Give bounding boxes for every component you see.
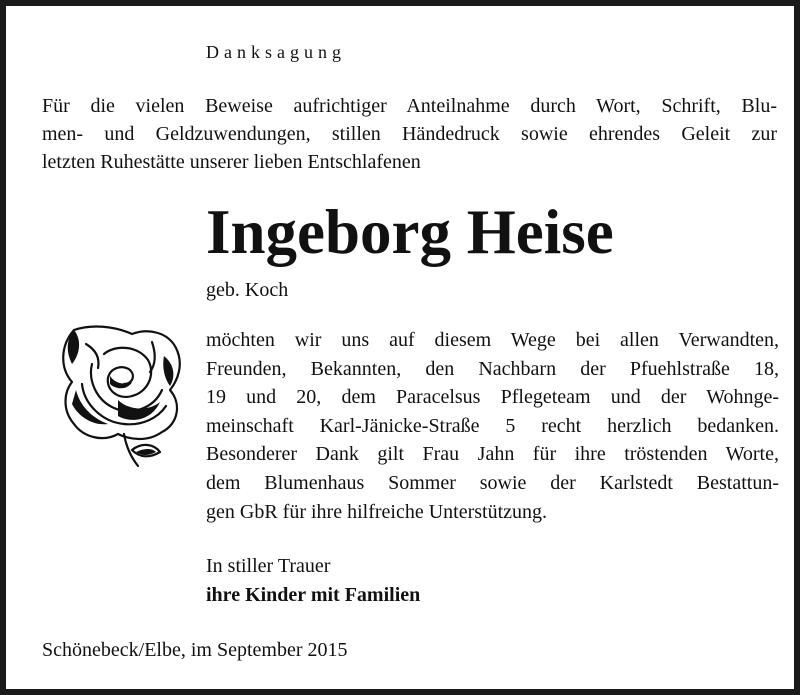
body-line: Freunden, Bekannten, den Nachbarn der Pfuehlstraße 18, — [206, 357, 779, 380]
deceased-name: Ingeborg Heise — [206, 197, 614, 267]
body-line: gen GbR für ihre hilfreiche Unterstützung. — [206, 500, 548, 523]
intro-line: Für die vielen Beweise aufrichtiger Anteilnahme durch Wort, Schrift, Blu- — [42, 95, 777, 117]
notice-heading: Danksagung — [206, 42, 346, 62]
family-signature: ihre Kinder mit Familien — [206, 584, 421, 606]
body-line: meinschaft Karl-Jänicke-Straße 5 recht herzlich bedanken. — [206, 414, 779, 437]
maiden-name: geb. Koch — [206, 279, 289, 301]
body-paragraph — [206, 326, 779, 526]
body-line: möchten wir uns auf diesem Wege bei allen Verwandten, — [206, 329, 779, 351]
place-date: Schönebeck/Elbe, im September 2015 — [42, 639, 348, 661]
intro-line: letzten Ruhestätte unserer lieben Entschlafenen — [42, 151, 421, 173]
body-line: 19 und 20, dem Paracelsus Pflegeteam und der Wohnge- — [206, 386, 779, 409]
body-line: Besonderer Dank gilt Frau Jahn für ihre tröstenden Worte, — [206, 443, 779, 466]
rose-icon — [52, 320, 192, 470]
body-line: dem Blumenhaus Sommer sowie der Karlstedt Bestattun- — [206, 471, 779, 494]
intro-paragraph — [42, 92, 777, 176]
intro-line: men- und Geldzuwendungen, stillen Händedruck sowie ehrendes Geleit zur — [42, 123, 777, 145]
mourning-phrase: In stiller Trauer — [206, 555, 331, 577]
